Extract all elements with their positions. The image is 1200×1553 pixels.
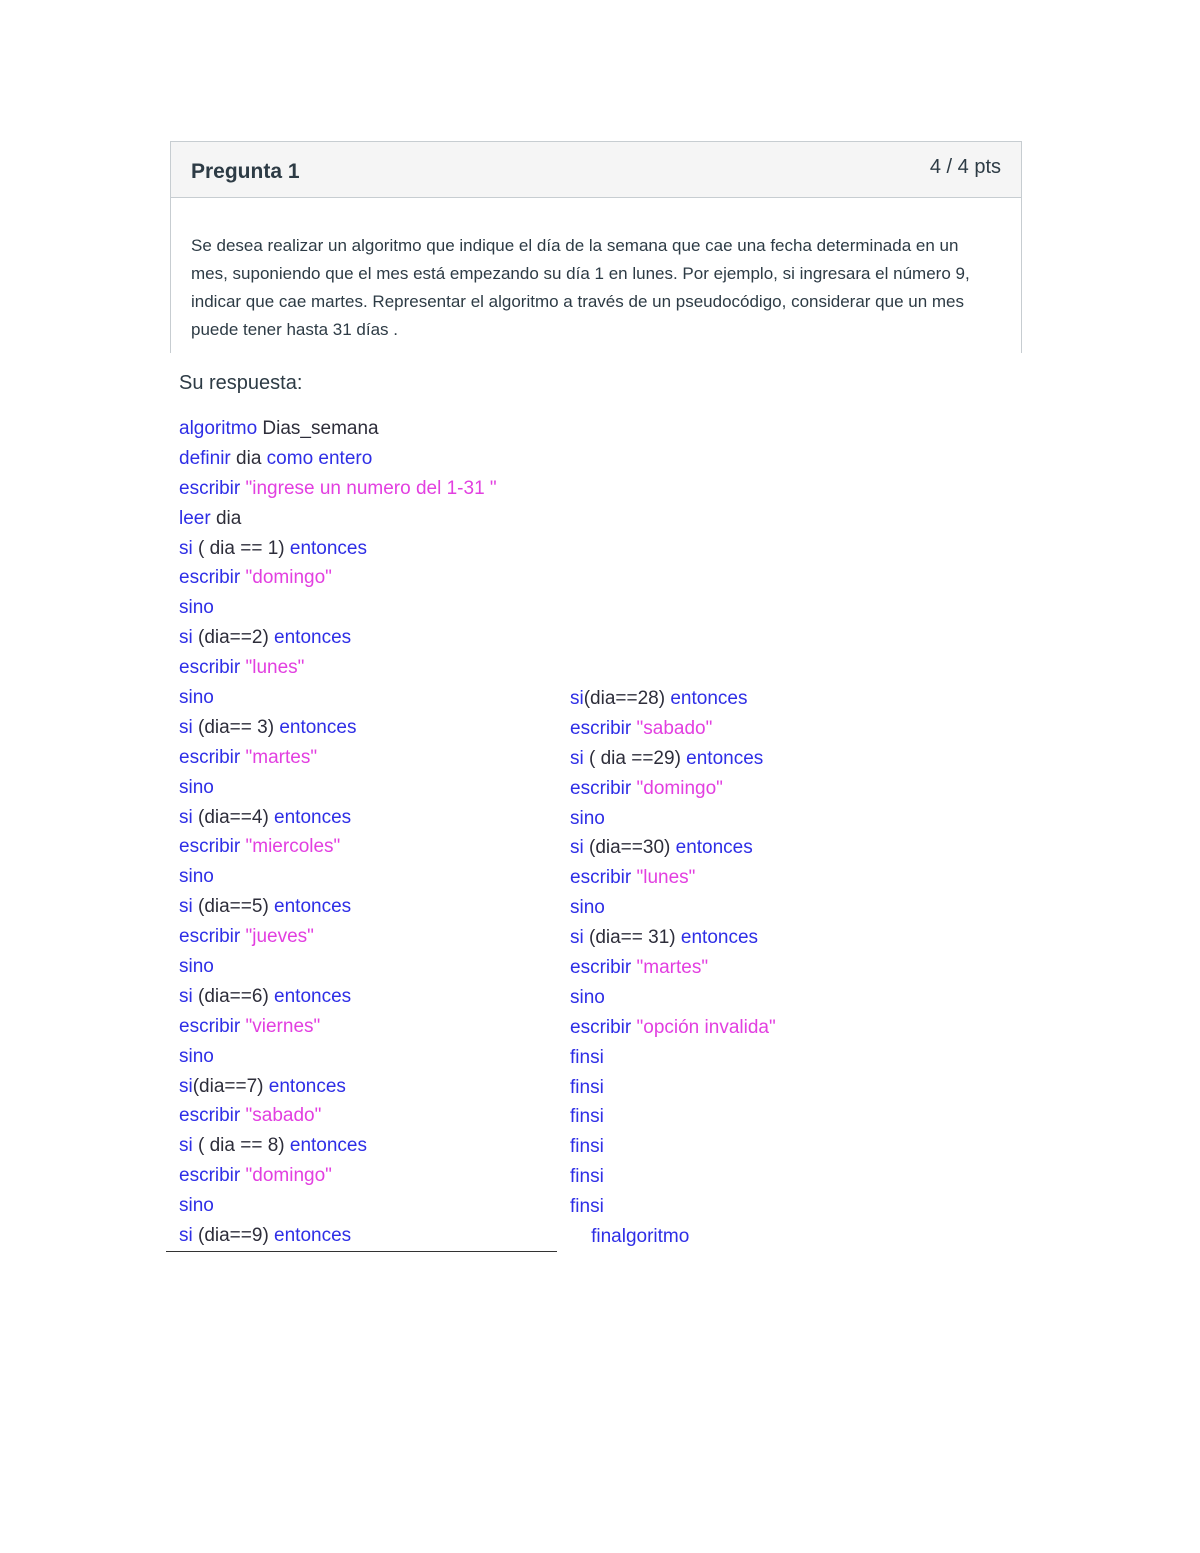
code-line	[179, 623, 497, 653]
code-line	[179, 713, 497, 743]
code-keyword: si	[179, 806, 198, 828]
code-keyword: entonces	[289, 1135, 368, 1157]
question-header	[171, 142, 1021, 198]
code-keyword: entonces	[274, 1225, 352, 1247]
code-string: "lunes"	[245, 657, 305, 679]
question-text: Se desea realizar un algoritmo que indique el día de la semana que cae una fecha determinada en un mes, suponiendo que el mes está empezando su día 1 en lunes. Por ejemplo, si ingresara el número 9, indicar que cae martes. Representar el algoritmo a través de un pseudocódigo, considerar que un mes puede tener hasta 31 días .	[191, 236, 970, 339]
code-line	[570, 1102, 776, 1132]
code-keyword: escribir	[179, 477, 246, 499]
code-keyword: entonces	[675, 837, 753, 859]
code-keyword: algoritmo	[179, 418, 263, 439]
question-points: 4 / 4 pts	[929, 156, 1001, 178]
code-line	[179, 773, 497, 803]
code-keyword: sino	[179, 1195, 214, 1217]
code-keyword: sino	[179, 956, 214, 978]
code-keyword: sino	[179, 776, 214, 798]
code-keyword: finsi	[570, 1106, 604, 1128]
code-text: (dia==2)	[198, 627, 275, 649]
code-keyword: si	[570, 927, 589, 949]
code-line	[179, 982, 497, 1012]
code-keyword: entonces	[274, 627, 352, 649]
question-title: Pregunta 1	[191, 160, 300, 183]
code-keyword: escribir	[570, 867, 637, 889]
code-string: "sabado"	[245, 1105, 322, 1127]
code-keyword: escribir	[179, 1105, 246, 1127]
code-line	[570, 1162, 776, 1192]
code-keyword: escribir	[179, 657, 246, 679]
code-line	[179, 922, 497, 952]
code-string: "opción invalida"	[636, 1016, 776, 1038]
code-line	[179, 1161, 497, 1191]
code-text: Dias_semana	[262, 418, 379, 439]
code-keyword: entonces	[279, 716, 357, 738]
code-string: "martes"	[636, 957, 709, 979]
code-keyword: sino	[179, 866, 214, 888]
code-keyword: entonces	[274, 985, 352, 1007]
code-line	[570, 893, 776, 923]
code-string: "martes"	[245, 746, 318, 768]
code-keyword: escribir	[179, 746, 246, 768]
code-line	[570, 714, 776, 744]
code-keyword: si	[179, 627, 198, 649]
code-line	[179, 414, 497, 444]
code-line	[570, 1043, 776, 1073]
code-keyword: escribir	[570, 717, 637, 739]
question-card	[170, 141, 1022, 353]
code-keyword: escribir	[570, 777, 637, 799]
code-line	[570, 804, 776, 834]
code-keyword: sino	[179, 687, 214, 709]
code-line	[570, 863, 776, 893]
code-keyword: si	[570, 688, 584, 709]
code-text: (dia==7)	[192, 1075, 269, 1097]
code-line	[179, 952, 497, 982]
code-line	[179, 1191, 497, 1221]
code-keyword: leer	[179, 507, 216, 529]
code-keyword: si	[179, 1135, 198, 1157]
code-keyword: si	[179, 537, 198, 559]
code-keyword: escribir	[179, 926, 246, 948]
code-line	[179, 862, 497, 892]
code-string: "domingo"	[245, 1165, 332, 1187]
code-keyword: finsi	[570, 1166, 604, 1188]
code-keyword: si	[179, 1225, 198, 1247]
code-line	[570, 923, 776, 953]
code-text: (dia== 3)	[198, 716, 280, 738]
code-keyword: finalgoritmo	[570, 1226, 690, 1248]
code-text: (dia== 31)	[589, 927, 681, 949]
code-line	[570, 1192, 776, 1222]
code-line	[179, 474, 497, 504]
code-keyword: escribir	[179, 836, 246, 858]
code-string: "sabado"	[636, 717, 713, 739]
code-keyword: sino	[570, 897, 605, 919]
code-line	[570, 1073, 776, 1103]
code-keyword: finsi	[570, 1196, 604, 1218]
code-line	[179, 832, 497, 862]
code-keyword: escribir	[179, 567, 246, 589]
code-keyword: sino	[179, 1045, 214, 1067]
code-line	[179, 683, 497, 713]
code-keyword: entonces	[274, 806, 352, 828]
code-keyword: entonces	[686, 747, 764, 769]
code-column-left	[179, 414, 497, 1251]
code-line	[179, 534, 497, 564]
code-line	[570, 1132, 776, 1162]
code-string: "jueves"	[245, 926, 314, 948]
code-text: (dia==30)	[589, 837, 676, 859]
code-line	[179, 1042, 497, 1072]
code-keyword: si	[179, 716, 198, 738]
code-line	[570, 1222, 776, 1252]
answer-label: Su respuesta:	[179, 372, 303, 394]
code-keyword: finsi	[570, 1076, 604, 1098]
code-column-right	[570, 684, 776, 1252]
code-text: (dia==28)	[583, 688, 671, 709]
code-line	[179, 1131, 497, 1161]
code-keyword: escribir	[179, 1015, 246, 1037]
code-keyword: sino	[179, 597, 214, 619]
code-line	[179, 1101, 497, 1131]
code-line	[179, 1221, 497, 1251]
code-line	[570, 953, 776, 983]
code-line	[179, 444, 497, 474]
code-string: "ingrese un numero del 1-31 "	[245, 477, 497, 499]
code-line	[570, 774, 776, 804]
code-keyword: escribir	[570, 957, 637, 979]
code-keyword: definir	[179, 447, 237, 469]
code-text: (dia==5)	[198, 896, 275, 918]
code-string: "miercoles"	[245, 836, 341, 858]
code-line	[570, 1013, 776, 1043]
code-text: ( dia == 8)	[198, 1135, 290, 1157]
code-line	[570, 744, 776, 774]
code-keyword: entonces	[680, 927, 759, 949]
code-line	[570, 833, 776, 863]
code-line	[179, 1012, 497, 1042]
code-keyword: como entero	[266, 447, 373, 469]
code-text: dia	[215, 507, 242, 529]
code-line	[179, 504, 497, 534]
code-text: (dia==9)	[198, 1225, 275, 1247]
code-keyword: escribir	[179, 1165, 246, 1187]
code-line	[179, 1072, 497, 1102]
code-keyword: sino	[570, 986, 605, 1008]
code-text: (dia==4)	[198, 806, 275, 828]
code-line	[179, 563, 497, 593]
code-string: "viernes"	[245, 1015, 321, 1037]
code-line	[179, 743, 497, 773]
code-line	[179, 653, 497, 683]
code-keyword: entonces	[268, 1075, 346, 1097]
code-string: "domingo"	[636, 777, 723, 799]
code-keyword: si	[570, 747, 589, 769]
code-string: "lunes"	[636, 867, 696, 889]
code-line	[179, 892, 497, 922]
code-keyword: si	[570, 837, 589, 859]
code-string: "domingo"	[245, 567, 332, 589]
code-keyword: si	[179, 896, 198, 918]
code-text: (dia==6)	[198, 985, 275, 1007]
code-text: ( dia == 1)	[198, 537, 290, 559]
code-keyword: si	[179, 1075, 193, 1097]
underline-divider	[166, 1251, 557, 1252]
code-keyword: finsi	[570, 1046, 604, 1068]
code-line	[570, 684, 776, 714]
code-keyword: finsi	[570, 1136, 604, 1158]
code-line	[179, 803, 497, 833]
code-keyword: entonces	[670, 688, 748, 709]
code-line	[179, 593, 497, 623]
code-keyword: escribir	[570, 1016, 637, 1038]
code-keyword: si	[179, 985, 198, 1007]
code-text: ( dia ==29)	[589, 747, 687, 769]
code-line	[570, 983, 776, 1013]
code-keyword: entonces	[289, 537, 368, 559]
code-keyword: entonces	[274, 896, 352, 918]
code-text: dia	[236, 447, 267, 469]
code-keyword: sino	[570, 807, 605, 829]
